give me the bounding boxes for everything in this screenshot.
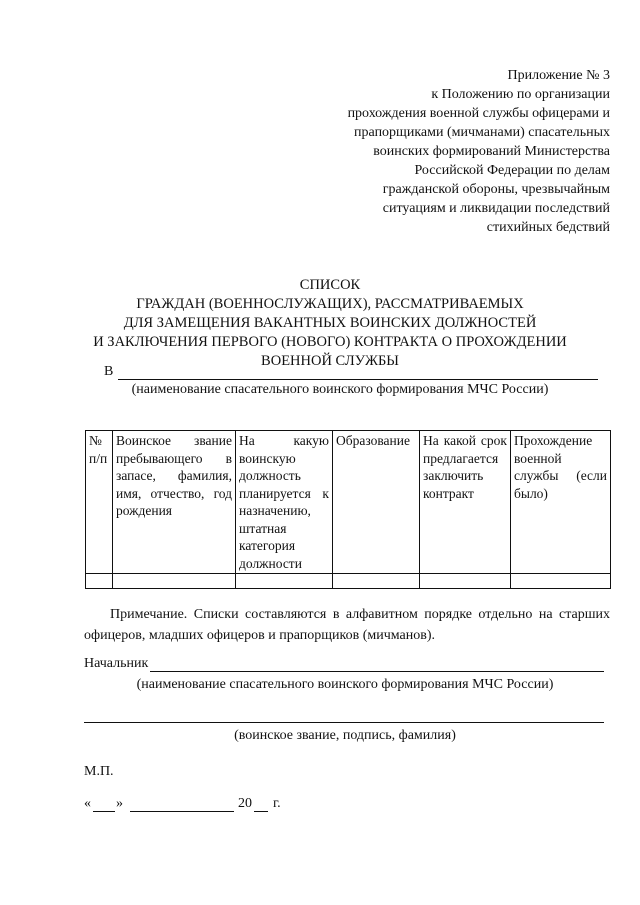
in-prefix: В bbox=[104, 364, 114, 379]
appendix-line: стихийных бедствий bbox=[486, 220, 610, 235]
unit-name-field bbox=[94, 364, 604, 384]
note-text: Примечание. Списки составляются в алфавитном порядке отдельно на старших офицеров, младших офицеров и прапорщиков (мичманов). bbox=[84, 607, 610, 643]
table-cell bbox=[236, 574, 333, 589]
header-contract-term: На какой срок предлагается заключить контракт bbox=[420, 431, 511, 574]
header-education: Образование bbox=[333, 431, 420, 574]
title-line: СПИСОК bbox=[299, 277, 361, 293]
title-line: ГРАЖДАН (ВОЕННОСЛУЖАЩИХ), РАССМАТРИВАЕМЫХ bbox=[136, 296, 524, 312]
stamp-label: М.П. bbox=[84, 764, 114, 779]
chief-blank bbox=[150, 671, 604, 672]
unit-name-caption: (наименование спасательного воинского формирования МЧС России) bbox=[131, 382, 549, 397]
appendix-line: к Положению по организации bbox=[431, 87, 610, 102]
title-line: ВОЕННОЙ СЛУЖБЫ bbox=[261, 353, 399, 369]
table-cell bbox=[333, 574, 420, 589]
year-prefix: 20 bbox=[238, 796, 252, 811]
month-blank bbox=[130, 811, 234, 812]
date-open-quote: « bbox=[84, 796, 91, 811]
day-blank bbox=[93, 811, 115, 812]
appendix-line: ситуациям и ликвидации последствий bbox=[382, 201, 610, 216]
table-row bbox=[86, 574, 611, 589]
candidates-table bbox=[85, 430, 611, 589]
year-blank bbox=[254, 811, 268, 812]
date-close-quote: » bbox=[116, 796, 123, 811]
title-line: И ЗАКЛЮЧЕНИЯ ПЕРВОГО (НОВОГО) КОНТРАКТА О ПРОХОЖДЕНИИ bbox=[93, 334, 567, 350]
table-cell bbox=[86, 574, 113, 589]
chief-caption: (наименование спасательного воинского формирования МЧС России) bbox=[136, 677, 554, 692]
appendix-line: Приложение № 3 bbox=[507, 68, 610, 83]
table-header-row bbox=[86, 431, 611, 574]
date-field bbox=[84, 796, 384, 816]
table-cell bbox=[511, 574, 611, 589]
signature-caption: (воинское звание, подпись, фамилия) bbox=[234, 728, 456, 743]
signature-blank bbox=[84, 722, 604, 723]
appendix-header bbox=[290, 66, 610, 237]
appendix-line: гражданской обороны, чрезвычайным bbox=[382, 182, 610, 197]
table-cell bbox=[113, 574, 236, 589]
chief-field bbox=[84, 656, 604, 676]
table-cell bbox=[420, 574, 511, 589]
header-rank-name: Воинское звание пребывающего в запасе, фамилия, имя, отчество, год рождения bbox=[113, 431, 236, 574]
title-line: ДЛЯ ЗАМЕЩЕНИЯ ВАКАНТНЫХ ВОИНСКИХ ДОЛЖНОСТЕЙ bbox=[123, 315, 537, 331]
year-suffix: г. bbox=[273, 796, 281, 811]
header-position: На какую воинскую должность планируется к назначению, штатная категория должности bbox=[236, 431, 333, 574]
document-title bbox=[60, 276, 600, 371]
header-service-history: Прохождение военной службы (если было) bbox=[511, 431, 611, 574]
appendix-line: прапорщиками (мичманами) спасательных bbox=[354, 125, 610, 140]
chief-label: Начальник bbox=[84, 656, 149, 671]
header-number: № п/п bbox=[86, 431, 113, 574]
appendix-line: воинских формирований Министерства bbox=[373, 144, 610, 159]
appendix-line: прохождения военной службы офицерами и bbox=[347, 106, 610, 121]
appendix-line: Российской Федерации по делам bbox=[414, 163, 610, 178]
unit-name-blank bbox=[118, 379, 598, 380]
